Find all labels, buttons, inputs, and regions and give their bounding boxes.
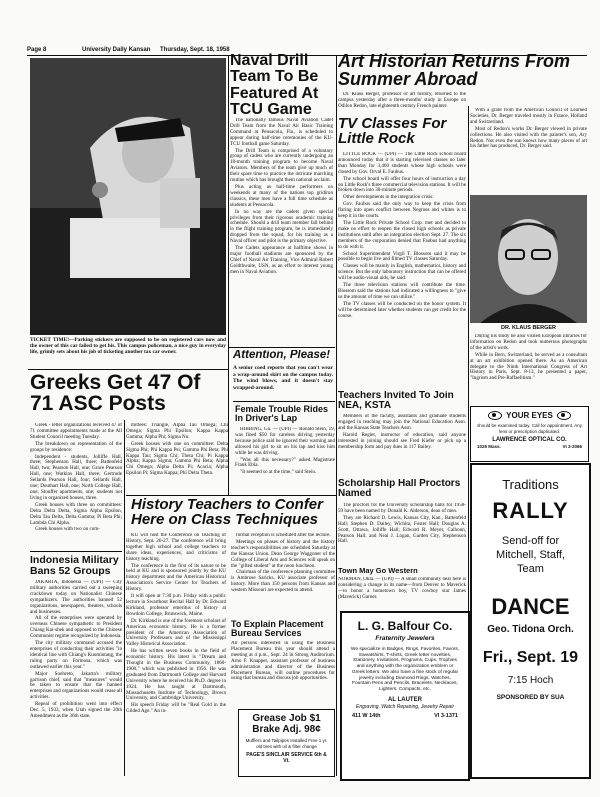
scholarship-para: They are Richard D. Lewis, Kansas City, Kan., Battenfeld Hall; Stephen D. Dailey, Wichita, Foster Hall; Douglas A. Scott, Ottawa, Jolliffe Hall; Edward R. Meyer, Calhoun, Pearson Hall; and Neal J. Logan, Garden City, Stephenson Hall. bbox=[338, 514, 466, 545]
history-col1 bbox=[126, 533, 226, 777]
eye-icon bbox=[557, 411, 571, 420]
indonesia-para: Repeal of prohibition went into effect Dec. 5, 1933, when Utah signed the 20th Amendment as the 36th state. bbox=[30, 701, 122, 719]
indonesia-para: Major Soehreto, Jakarta's military garrison chief, said that "measures" would be taken to ensure that the banned enterprises and organizations would cease all activities. bbox=[30, 670, 122, 701]
history-para: Meetings on phases of history and the history teacher's responsibilities are scheduled Saturday at the Kansas Union. Dean George Waggoner of the College of Liberal Arts and Sciences will speak on the "gifted student" at the noon luncheon. bbox=[231, 538, 335, 569]
caption-text: —Parking stickers are supposed to be on registered cars now and the owner of this car failed to get his. This campus policeman, a nice guy in everyday life, grimly sets about his job of ticketing another tax car owner. bbox=[30, 337, 226, 356]
issue-date: Thursday, Sept. 18, 1958 bbox=[160, 47, 230, 53]
female-para: "It seemed so at the time," said Stein. bbox=[240, 469, 317, 476]
history-para: Chairman of the conference planning committee is Ambrose Saricks, KU associate professor of history. More than 150 persons from Kansas and western Missouri are expected to attend. bbox=[231, 569, 335, 594]
berger-caption: DR. KLAUS BERGER bbox=[500, 325, 556, 331]
balfour-body: We specialize in Badges, Rings, Favorites, Favors, Sweatshirts, T-shirts, Greek letter novelties, Stationery, Invitations, Programs, Cups, Trophies and anything with the organization emblem or Greek letters. We also have a fine stock of regular jewelry including Diamond Rings, Watches, Fountain Pens and Pencils, Bracelets, Necklaces, Lighters, Compacts, etc. bbox=[350, 647, 460, 692]
balfour-title: L. G. Balfour Co. bbox=[357, 619, 453, 633]
tv-para: The school board will offer four hours of instruction a day on Little Rock's three commercial television stations. It will be broken down into 30-minute periods. bbox=[338, 175, 466, 194]
rally-line6: Fri., Sept. 19 bbox=[482, 649, 579, 666]
grease-job-ad bbox=[238, 709, 335, 777]
tv-para: The three television stations will contribute the time. Blossom said the stations had indicated a willingness to "give us the amount of time we can utilize." bbox=[338, 282, 466, 300]
scholarship-headline: Scholarship Hall Proctors Named bbox=[338, 479, 461, 500]
eyes-phone: VI 3-2066 bbox=[562, 444, 582, 449]
female-para: "Was all this necessary?" asked Magistrate Frank Ebla. bbox=[235, 456, 335, 469]
greeks-para: mittees: Triangle, Alpha Tau Omega; Chi Omega; Sigma Phi Epsilon; Kappa Kappa Gamma; Alpha Phi; Sigma Nu. bbox=[126, 423, 228, 440]
art-para: While in Bern, Switzerland, he served as a consultant at an art exhibition opened there. As an American delegate to the Ninth International Congress of Art History in Paris, Sept. 8-13, he presented a paper, "Ingrism and Pre-Raffaelitism." bbox=[470, 351, 587, 382]
indonesia-para: The city military command accused the enterprises of conducting their activities "in identical line with Chiang's Kuomintang, the ruling party on Formosa, which was outlawed earlier this year." bbox=[30, 640, 122, 670]
naval-headline: Naval Drill Team To Be Featured At TCU Game bbox=[230, 53, 319, 118]
naval-para: The Cadets appearance at halftime shows in major football stadiums are sponsored by the Chief of Naval Air Training, Vice Admiral Robert Goldthwaite, USN, as an effort to interest young men in Naval Aviation. bbox=[230, 245, 333, 275]
greeks-col1 bbox=[30, 423, 122, 549]
rally-line3: Send-off for Mitchell, Staff, Team bbox=[496, 535, 565, 575]
art-body-left bbox=[338, 92, 466, 111]
eyes-title: YOUR EYES bbox=[506, 411, 553, 420]
indonesia-para: JAKARTA, Indonesia — (UPI) — City military authorities carried out a sweeping crackdown today on Nationalist Chinese sympathizers. The authorities banned 52 organizations, newspapers, theaters, schools and businesses. bbox=[30, 580, 122, 615]
tv-article bbox=[338, 152, 466, 388]
eyes-company: LAWRENCE OPTICAL CO. bbox=[492, 437, 567, 443]
naval-para: In no way are the cadets given special privileges from their rigorous academic training schedule. Should a drill team member fall behind in the flight training program, he is immediately dropped from the squad, for his training as a Naval officer and pilot is the primary objective. bbox=[230, 208, 333, 245]
tv-para: Other developments in the integration crisis: bbox=[343, 194, 434, 201]
placement-headline: To Explain Placement Bureau Services bbox=[231, 620, 324, 639]
balfour-subtitle: Fraternity Jewelers bbox=[375, 635, 435, 642]
ticket-time-photo bbox=[30, 58, 226, 335]
history-para: It will open at 7:30 p.m. Friday with a public lecture in Swarthout Recital Hall by Dr. Edward Kirkland, professor emeritus of history at Bowdoin College, Brunswick, Maine. bbox=[126, 593, 226, 617]
history-col2 bbox=[231, 533, 335, 613]
naval-para: The Drill Team is comprised of a voluntary group of cadets who are currently undergoing an 18-month training program to become Naval Aviators. Members of the team give up much of their spare time to practice the intricate marching routine which has brought them national acclaim. bbox=[230, 147, 333, 184]
grease-details: Mufflers and Tailpipes Installed Free 1 yr. old tires with oil & filter change bbox=[245, 738, 328, 749]
tv-para: Gov. Faubus said the only way to keep the crisis from flaring into open conflict between Negroes and whites is to keep it in the courts. bbox=[338, 201, 466, 220]
greeks-para: Greek houses with one on committee: Delta Sigma Phi; Phi Kappa Psi; Gamma Phi Beta; Phi Kappa Tau; Sigma Chi; Theta Chi; Pi Kappa Alpha; Kappa Sigma; Gamma Phi Beta; Alpha Chi Omega; Alpha Delta Pi; Acacia; Alpha Epsilon Pi; Sigma Kappa; Phi Delta Theta. bbox=[126, 440, 228, 477]
policeman-illustration bbox=[30, 58, 226, 335]
greeks-para: The breakdown on representation of the groups by residence: bbox=[30, 440, 122, 453]
teachers-article bbox=[338, 414, 466, 476]
history-para: formal reception is scheduled after the lecture. bbox=[236, 533, 331, 538]
attention-body: A senior coed reports that you can't wear a wrap-around skirt on the campus today. The wind blows, and it doesn't stay wrapped-around. bbox=[233, 365, 333, 391]
town-headline: Town May Go Western bbox=[338, 567, 418, 575]
teachers-para: Harold Regier, instructor of education, said anyone interested in joining should see Fred Kiefer or pick up a membership form and pay dues in 117 Bailey. bbox=[338, 431, 466, 450]
tv-para: School Superintendent Virgil T. Blossom said it may be possible to begin live and filmed TV classes Saturday. bbox=[338, 250, 466, 263]
attention-headline: Attention, Please! bbox=[233, 350, 331, 361]
naval-article bbox=[230, 118, 333, 346]
rally-line2: RALLY bbox=[492, 498, 569, 523]
tv-para: LITTLE ROCK — (UPI) — The Little Rock school board announced today that it is starting televised classes no later than Monday for 3,460 students whose high schools were closed by Gov. Orval E. Faubus. bbox=[338, 152, 466, 175]
indonesia-headline: Indonesia Military Bans 52 Groups bbox=[30, 555, 119, 577]
tv-headline: TV Classes For Little Rock bbox=[338, 116, 447, 147]
greeks-col2 bbox=[126, 423, 228, 493]
grease-footer: PAGE'S SINCLAIR SERVICE 6th & Vt. bbox=[246, 752, 327, 764]
history-para: KU will host the Conference on Teaching of History, Sept. 26-27. The conference will bring together high school and college teachers to share ideas, experiences, and criticisms of history teaching. bbox=[126, 533, 226, 562]
naval-para: The nationally famous Naval Aviation Cadet Drill Team from the Naval Air Basic Training Command at Pensacola, Fla., is scheduled to appear during half-time ceremonies of the KU-TCU football game Saturday. bbox=[230, 118, 333, 147]
history-para: He has written seven books in the field of economic history. His latest is "Dream and Thought in the Business Community, 1860-1900," which was published in 1956. He was graduated from Dartmouth College and Harvard University where he received his Ph.D. degree in 1924. He has taught at Dartmouth, Massachusetts Institute of Technology, Brown University, and Cambridge University. bbox=[126, 648, 226, 702]
rally-line7: 7:15 Hoch bbox=[507, 675, 554, 686]
scholarship-para: The proctors for the University scholarship halls for 1958-59 have been named by Donald K. Alderson, dean of men. bbox=[338, 503, 466, 514]
indonesia-para: All of the enterprises were operated by overseas Chinese sympathetic to President Chiang Kai-shek and opposed to the Chinese Communist regime recognized by Indonesia. bbox=[30, 615, 122, 640]
teachers-headline: Teachers Invited To Join NEA, KSTA bbox=[338, 391, 454, 412]
rally-line8: SPONSORED BY SUA bbox=[496, 694, 565, 701]
art-headline: Art Historian Returns From Summer Abroad bbox=[338, 52, 571, 89]
scholarship-article bbox=[338, 503, 466, 567]
newspaper-name: University Daily Kansan bbox=[82, 47, 151, 53]
female-para: HIBBING, Ga. — (UPI) — Ronald Stein, 19, was fined $50 for careless driving yesterday because police said he ignored their warning and allowed his girl to sit on his lap and kiss him while he was driving. bbox=[235, 427, 335, 456]
grease-title: Grease Job $1 Brake Adj. 98¢ bbox=[252, 713, 321, 735]
female-headline: Female Trouble Rides In Driver's Lap bbox=[235, 405, 329, 424]
ticket-photo-caption bbox=[30, 337, 226, 356]
art-para: Dr. Klaus Berger, professor of art history, returned to the campus yesterday after a three-months' study in Europe on Odilon Redon, late eighteenth century French painter. bbox=[338, 92, 466, 109]
art-para: With a grant from the American Council of Learned Societies, Dr. Berger traveled mostly in France, Holland and Switzerland. bbox=[470, 108, 587, 125]
balfour-ad bbox=[340, 611, 470, 781]
caption-lead: TICKET TIME! bbox=[30, 337, 69, 343]
greeks-headline: Greeks Get 47 Of 71 ASC Posts bbox=[30, 372, 201, 415]
tv-para: The TV classes will be conducted on the honor system. It will be determined later whether students can get credit for the course. bbox=[338, 300, 466, 319]
greeks-para: Greek - letter organizations received 47 of 71 committee appointments made at the All Student Council meeting Tuesday. bbox=[30, 423, 122, 440]
berger-portrait bbox=[470, 195, 587, 323]
history-para: The conference is the first of its nature to be held at KU and is sponsored jointly by the KU history department and the American Historical Association's Service Center for Teachers of History. bbox=[126, 562, 226, 593]
art-para: During his study he also visited European libraries for information on Redon and took numerous photographs of the artist's work. bbox=[470, 334, 587, 351]
eyes-body: should be examined today. Call for appointment. Any lens or prescription duplicated. bbox=[477, 423, 582, 434]
berger-photo bbox=[470, 195, 587, 323]
rally-line5: Geo. Tidona Orch. bbox=[487, 624, 574, 635]
town-article: NORMAN, Okla. — (UPI) — A small community near here is considering a change in its name—from Denver to Maverick—to honor a hometown boy, TV cowboy star James (Maverick) Garner. bbox=[338, 577, 466, 600]
page-number: Page 8 bbox=[27, 47, 47, 53]
naval-para: Plus acting as half-time performers on weekends at many of the nations top gridiron classics, these men have a full time schedule as students at Pensacola. bbox=[230, 183, 333, 208]
rally-line4: DANCE bbox=[491, 594, 570, 619]
balfour-address: 411 W 14th bbox=[352, 712, 381, 719]
rally-line1: Traditions bbox=[502, 477, 559, 492]
tv-para: The Little Rock Private School Corp. met and decided to make no effort to reopen the closed high schools as private institutions until after an integration election Sept. 27. The six members of the corporation denied that Faubus had anything to do with it. bbox=[338, 219, 466, 250]
indonesia-article bbox=[30, 580, 122, 776]
female-article bbox=[235, 427, 335, 497]
eye-icon bbox=[488, 411, 502, 420]
history-para: Dr. Kirkland is one of the foremost scholars of American economic history. He is a former president of the American Association of University Professors and of the Mississippi Valley Historical Association. bbox=[126, 617, 226, 648]
balfour-manager: AL LAUTER bbox=[388, 696, 422, 703]
lawrence-optical-ad bbox=[470, 406, 589, 462]
greeks-para: Greek houses with three on committees: Delta Delta Delta, Sigma Alpha Epsilon, Delta Tau Delta, Delta Gamma; Pi Beta Phi; Lambda Chi Alpha. bbox=[30, 501, 122, 526]
art-para: Most of Redon's works Dr. Berger viewed in private collections. He also visited with the painter's son, Ary Redon. Not even the son knows how many pieces of art his father has produced, Dr. Berger said. bbox=[470, 125, 587, 150]
balfour-phone: VI 3-1371 bbox=[434, 712, 458, 719]
teachers-para: Members of the faculty, assistants and graduate students engaged in teaching may join the National Education Assn. and the Kansas State Teachers Assn. bbox=[338, 414, 466, 431]
greeks-para: Independent - students, Jolliffe Hall, three; Stephenson Hall, three; Battenfeld Hall, two; Pearson Hall, one; Grace Pearson Hall, one; Watkins Hall, three; Gertrude Sellards Pearson Hall, four; Sellards Hall, one; Douthart Hall, one; North College Hall, one; Stouffer apartments, one; students not living in organized houses, three. bbox=[30, 453, 122, 501]
eyes-address: 1025 Mass. bbox=[477, 444, 501, 449]
art-body-right-2 bbox=[470, 334, 587, 404]
traditions-rally-ad bbox=[470, 463, 591, 779]
greeks-para: Greek houses with two on com- bbox=[35, 526, 100, 533]
history-para: His speech Friday will be "Real Gold in the Gilded Age." An in- bbox=[126, 702, 226, 715]
history-headline: History Teachers to Confer Here on Class Techniques bbox=[131, 497, 323, 528]
art-body-right bbox=[470, 108, 587, 178]
tv-para: Classes will be mainly in English, mathematics, history and science. But the only laboratory instruction that can be offered will be audio-visual aids, he said. bbox=[338, 263, 466, 282]
placement-article: All persons interested in using the Business Placement Bureau this year should attend a meeting at 4 p.m., Sept. 24 in Strong Auditorium. Arno F. Knapper, assistant professor of business administration and director of the Business Placement Bureau, will outline procedures for using that bureau and discuss job opportunities. bbox=[231, 641, 335, 682]
balfour-services: Engraving, Watch Repairing, Jewelry Repair bbox=[355, 703, 454, 710]
